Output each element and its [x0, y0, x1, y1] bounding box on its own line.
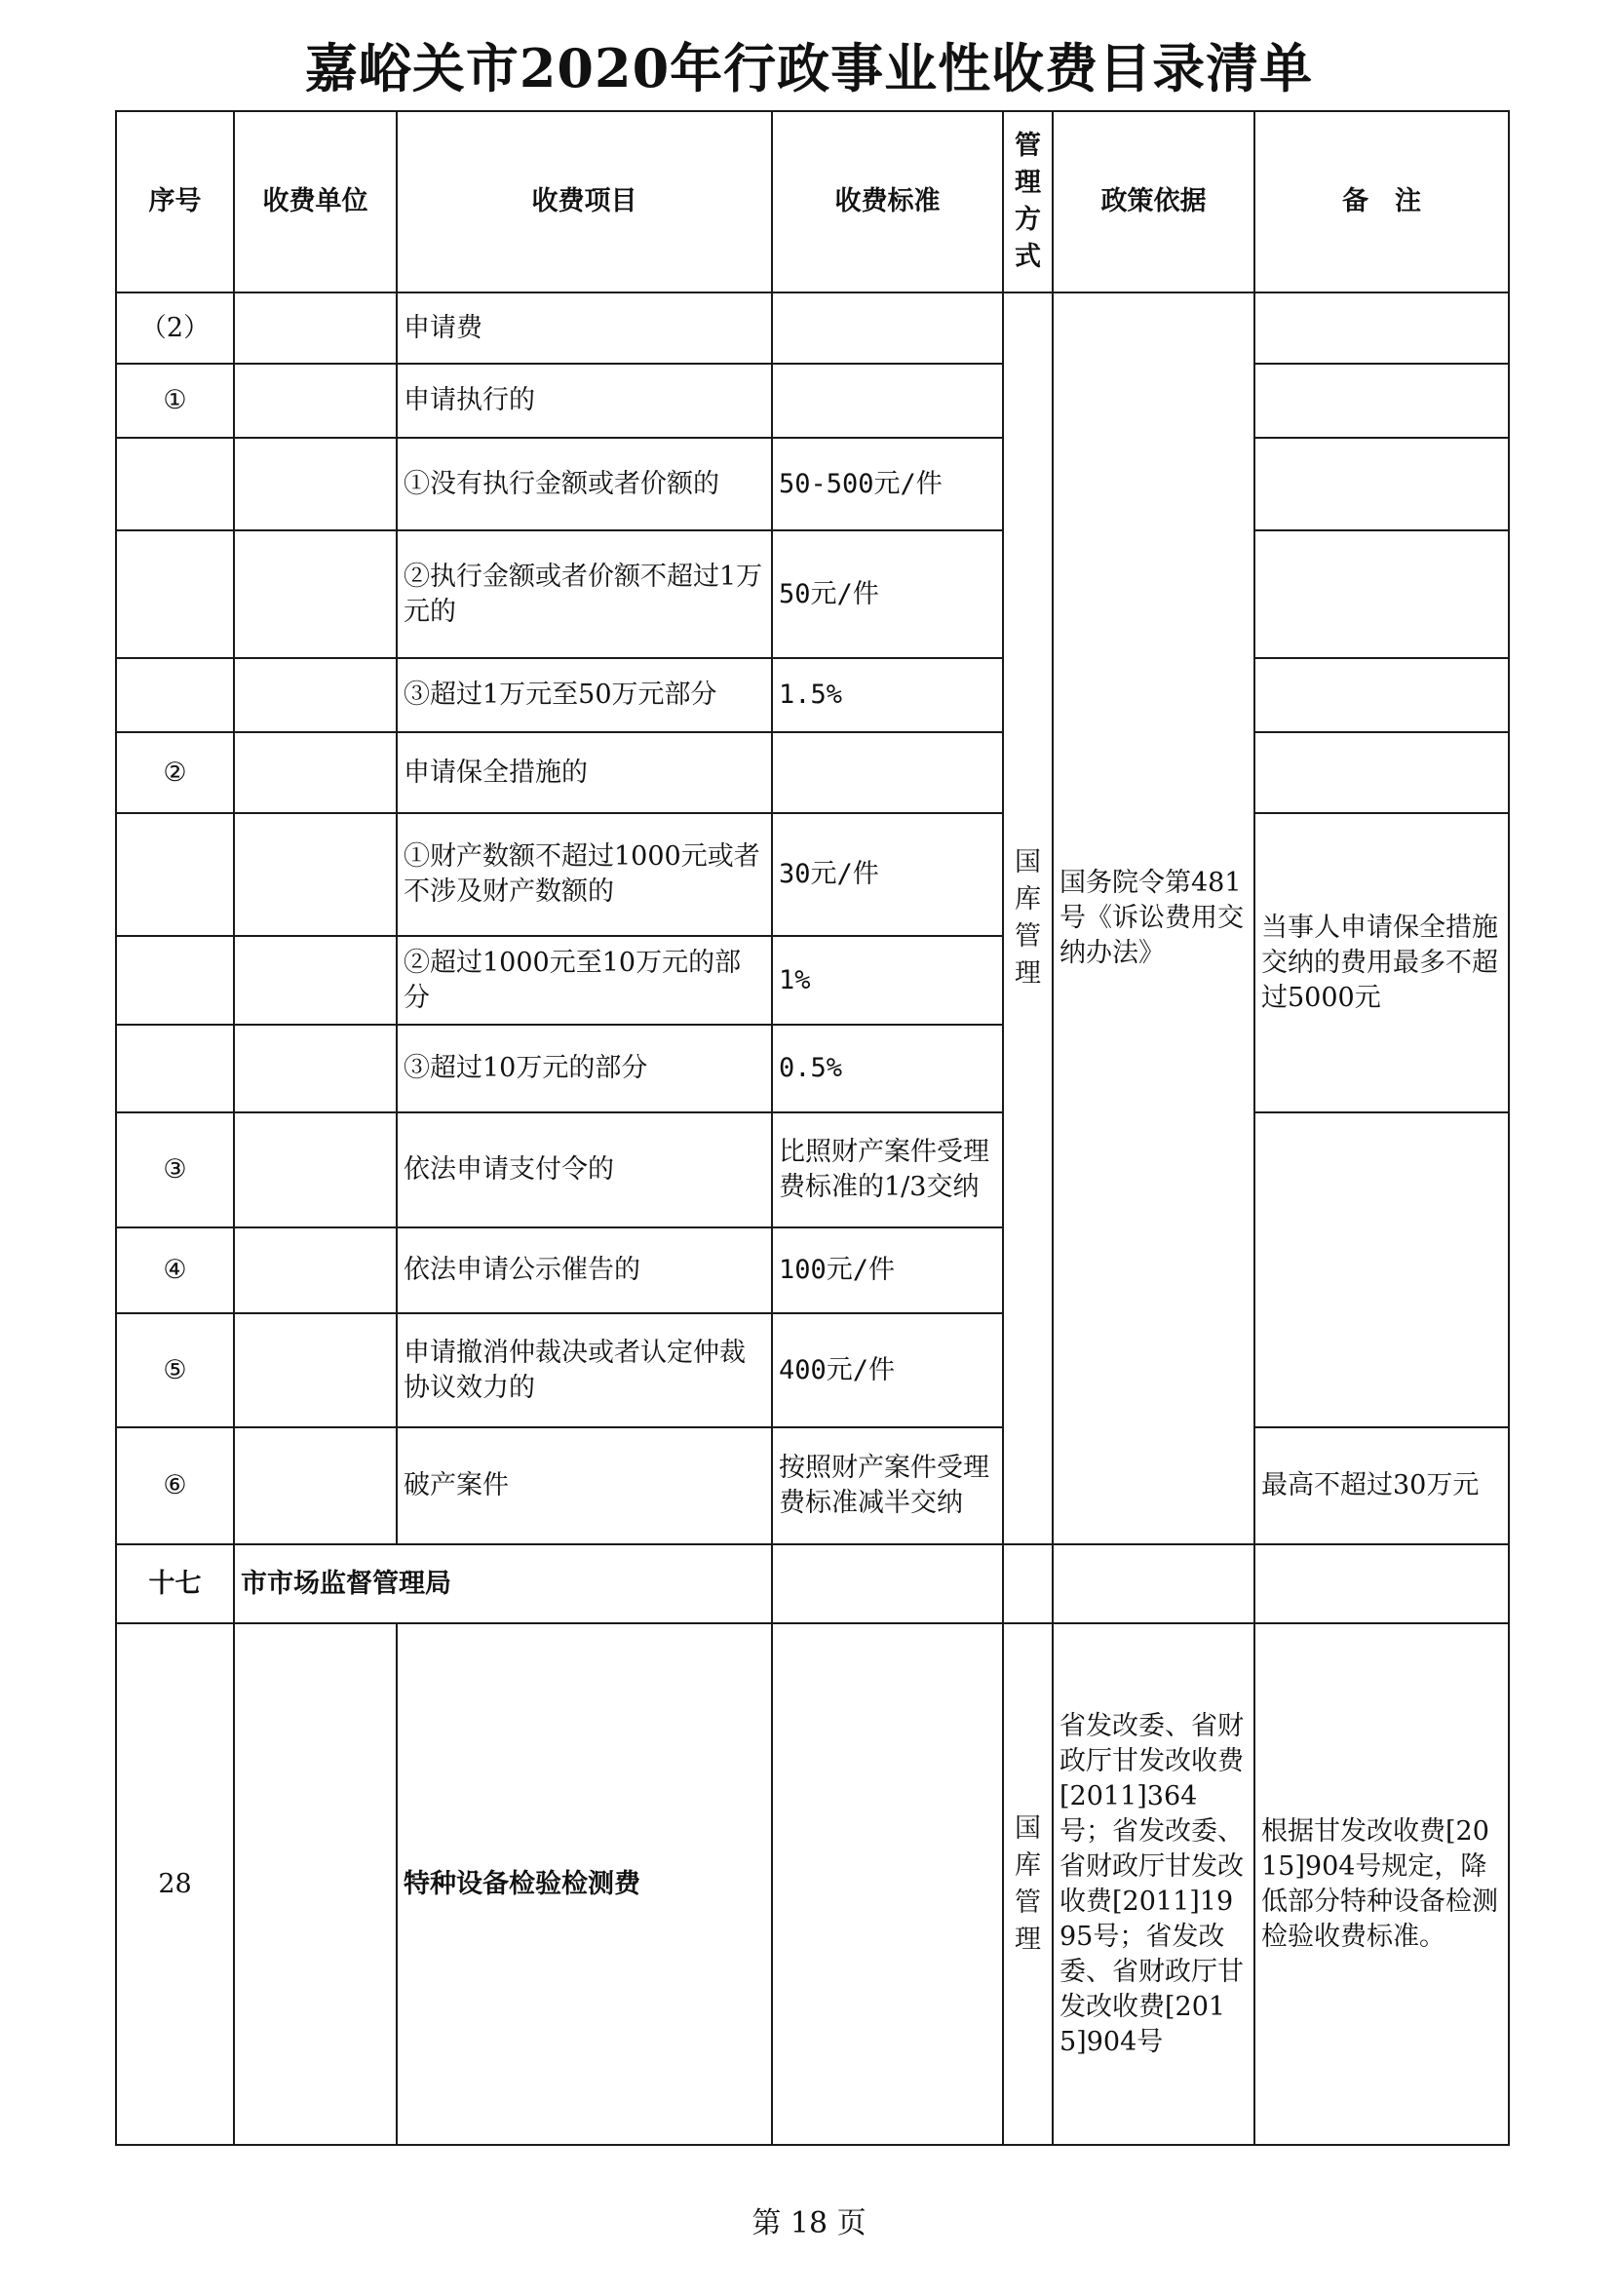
- row-standard: 100元/件: [772, 1227, 1003, 1313]
- row-remarks: [1254, 732, 1509, 813]
- row-standard: 1.5%: [772, 658, 1003, 732]
- row-unit: [234, 1313, 397, 1427]
- table-row: [116, 1112, 1509, 1227]
- row-item: 申请撤消仲裁决或者认定仲裁协议效力的: [397, 1313, 772, 1427]
- row-item: 依法申请支付令的: [397, 1112, 772, 1227]
- header-management-text: 管 理 方 式: [1015, 131, 1041, 272]
- row-unit: [234, 936, 397, 1025]
- row-remarks: [1254, 292, 1509, 364]
- row-standard: 30元/件: [772, 813, 1003, 936]
- table-row: [116, 438, 1509, 530]
- row-standard: [772, 292, 1003, 364]
- table-row: [116, 364, 1509, 438]
- row-item: ②超过1000元至10万元的部分: [397, 936, 772, 1025]
- row28-remarks: 根据甘发改收费[2015]904号规定，降低部分特种设备检测检验收费标准。: [1254, 1623, 1509, 2145]
- row-standard: 50-500元/件: [772, 438, 1003, 530]
- row-item: ①财产数额不超过1000元或者不涉及财产数额的: [397, 813, 772, 936]
- row-seq: （2）: [116, 292, 234, 364]
- header-remarks: 备 注: [1254, 111, 1509, 292]
- section-unit: 市市场监督管理局: [234, 1544, 772, 1623]
- header-unit: 收费单位: [234, 111, 397, 292]
- row-unit: [234, 438, 397, 530]
- row28-item: 特种设备检验检测费: [397, 1623, 772, 2145]
- row28-management-text: 国 库 管 理: [1015, 1812, 1041, 1955]
- row-item: 依法申请公示催告的: [397, 1227, 772, 1313]
- row-remarks: [1254, 364, 1509, 438]
- row-basis: [1053, 1544, 1254, 1623]
- row28-basis: 省发改委、省财政厅甘发改收费[2011]364号；省发改委、省财政厅甘发改收费[2011]1995号；省发改委、省财政厅甘发改收费[2015]904号: [1053, 1623, 1254, 2145]
- row-standard: 400元/件: [772, 1313, 1003, 1427]
- row-seq: [116, 813, 234, 936]
- row-remarks: [1254, 658, 1509, 732]
- page-title: 嘉峪关市2020年行政事业性收费目录清单: [304, 37, 1314, 99]
- row-seq: [116, 438, 234, 530]
- row-unit: [234, 813, 397, 936]
- table-row: [116, 658, 1509, 732]
- row-seq: ④: [116, 1227, 234, 1313]
- header-row: [116, 111, 1509, 292]
- row-item: ③超过1万元至50万元部分: [397, 658, 772, 732]
- row-remarks: [1254, 530, 1509, 658]
- row-management: [1003, 1544, 1053, 1623]
- remark-preservation: 当事人申请保全措施交纳的费用最多不超过5000元: [1254, 813, 1509, 1112]
- row-unit: [234, 1227, 397, 1313]
- row-standard: 0.5%: [772, 1025, 1003, 1112]
- row28-standard: [772, 1623, 1003, 2145]
- row-standard: 1%: [772, 936, 1003, 1025]
- row-unit: [234, 658, 397, 732]
- row28-management: [1003, 1623, 1053, 2145]
- row-seq: ③: [116, 1112, 234, 1227]
- row-item: 破产案件: [397, 1427, 772, 1544]
- table-row: [116, 732, 1509, 813]
- table-row: [116, 813, 1509, 936]
- table-row: [116, 1427, 1509, 1544]
- table-row: [116, 530, 1509, 658]
- row-item: 申请费: [397, 292, 772, 364]
- row-unit: [234, 1427, 397, 1544]
- row-remarks: [1254, 1544, 1509, 1623]
- row-remarks: [1254, 1112, 1509, 1427]
- section-seq: 十七: [116, 1544, 234, 1623]
- row-item: ②执行金额或者价额不超过1万元的: [397, 530, 772, 658]
- row-seq: ②: [116, 732, 234, 813]
- row-unit: [234, 292, 397, 364]
- row-unit: [234, 530, 397, 658]
- row-item: 申请执行的: [397, 364, 772, 438]
- row-seq: [116, 530, 234, 658]
- row28-seq: 28: [116, 1623, 234, 2145]
- row-unit: [234, 364, 397, 438]
- row-standard: [772, 364, 1003, 438]
- row-standard: 按照财产案件受理费标准减半交纳: [772, 1427, 1003, 1544]
- row-seq: [116, 936, 234, 1025]
- page-number: 第 18 页: [751, 2206, 867, 2240]
- header-seq: 序号: [116, 111, 234, 292]
- group1-basis: 国务院令第481号《诉讼费用交纳办法》: [1053, 292, 1254, 1544]
- row-unit: [234, 732, 397, 813]
- header-standard: 收费标准: [772, 111, 1003, 292]
- row-item: ①没有执行金额或者价额的: [397, 438, 772, 530]
- group1-management-text: 国 库 管 理: [1015, 847, 1041, 989]
- row-seq: ⑤: [116, 1313, 234, 1427]
- row28-unit: [234, 1623, 397, 2145]
- header-management: [1003, 111, 1053, 292]
- row-seq: ⑥: [116, 1427, 234, 1544]
- header-basis: 政策依据: [1053, 111, 1254, 292]
- row-standard: 50元/件: [772, 530, 1003, 658]
- section-row: [116, 1544, 1509, 1623]
- row-seq: [116, 1025, 234, 1112]
- row-standard: [772, 732, 1003, 813]
- row-standard: 比照财产案件受理费标准的1/3交纳: [772, 1112, 1003, 1227]
- row-item: 申请保全措施的: [397, 732, 772, 813]
- row-item: ③超过10万元的部分: [397, 1025, 772, 1112]
- header-item: 收费项目: [397, 111, 772, 292]
- table-row: [116, 292, 1509, 364]
- row-seq: ①: [116, 364, 234, 438]
- row-remarks: [1254, 438, 1509, 530]
- group1-management: [1003, 292, 1053, 1544]
- row-unit: [234, 1025, 397, 1112]
- remark-bankruptcy: 最高不超过30万元: [1254, 1427, 1509, 1544]
- row-seq: [116, 658, 234, 732]
- fee-table: [115, 110, 1510, 2146]
- row-standard: [772, 1544, 1003, 1623]
- row-unit: [234, 1112, 397, 1227]
- table-row: [116, 1623, 1509, 2145]
